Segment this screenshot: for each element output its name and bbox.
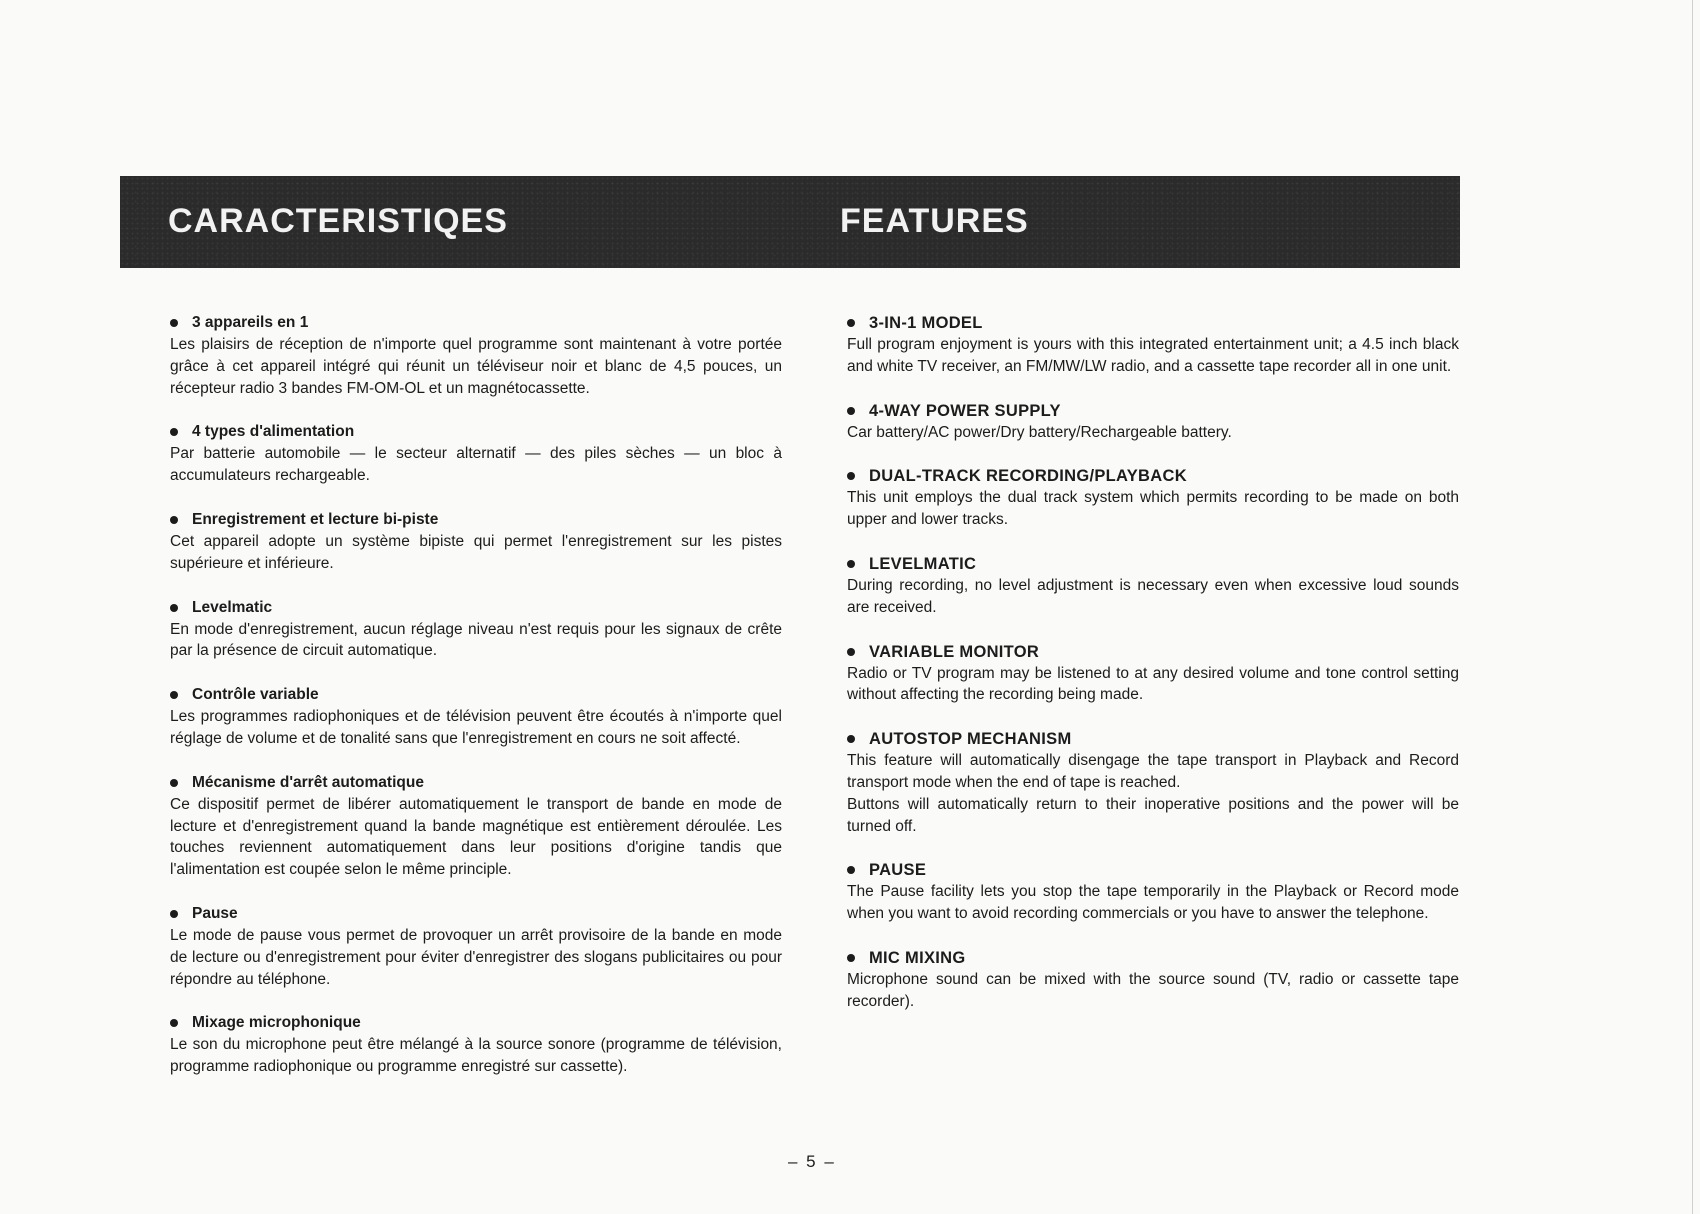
english-column [847,312,1459,1013]
feature-body: Le mode de pause vous permet de provoquer un arrêt provisoire de la bande en mode de lecture ou d'enregistrement pour éviter d'enregistrer des slogans publicitaires ou pour répondre au téléphone. [170,926,782,988]
feature-body: Le son du microphone peut être mélangé à la source sonore (programme de télévision, programme radiophonique ou programme enregistré sur cassette). [170,1036,782,1076]
feature-title: Mixage microphonique [192,1014,361,1032]
feature-body: Full program enjoyment is yours with this integrated entertainment unit; a 4.5 inch black and white TV receiver, an FM/MW/LW radio, and a cassette tape recorder all in one unit. [847,336,1459,375]
feature-title: MIC MIXING [869,948,966,967]
feature-body: Les programmes radiophoniques et de télévision peuvent être écoutés à n'importe quel réglage de volume et de tonalité sans que l'enregistrement en cours ne soit affecté. [170,708,782,747]
feature-title: 3-IN-1 MODEL [869,314,983,332]
bullet-icon [847,407,855,415]
feature-title: VARIABLE MONITOR [869,642,1040,661]
feature-title: DUAL-TRACK RECORDING/PLAYBACK [869,467,1187,486]
bullet-icon [170,910,178,918]
feature-title: Enregistrement et lecture bi-piste [192,510,439,528]
feature-title: Levelmatic [192,598,273,616]
feature-fr-power [170,421,782,487]
feature-body: Par batterie automobile — le secteur alternatif — des piles sèches — un bloc à accumulateurs rechargeable. [170,445,782,485]
feature-en-levelmatic [847,553,1459,619]
header-bar [120,176,1460,268]
feature-en-mic-mixing [847,947,1459,1013]
feature-body: This unit employs the dual track system which permits recording to be made on both upper and lower tracks. [847,489,1459,529]
feature-title: Contrôle variable [192,686,319,704]
bullet-icon [847,472,855,480]
feature-body: This feature will automatically disengage the tape transport in Playback and Record transport mode when the end of tape is reached. Buttons will automatically return to their inoperative positions and the power will be turned off. [847,752,1459,835]
feature-body: Car battery/AC power/Dry battery/Rechargeable battery. [847,423,1232,441]
feature-en-pause [847,859,1459,925]
feature-body: Microphone sound can be mixed with the source sound (TV, radio or cassette tape recorder). [847,970,1459,1010]
feature-title: 4-WAY POWER SUPPLY [869,401,1061,420]
bullet-icon [847,560,855,568]
feature-body: Les plaisirs de réception de n'importe quel programme sont maintenant à votre portée grâce à cet appareil intégré qui réunit un téléviseur noir et blanc de 4,5 pouces, un récepteur radio 3 bandes FM-OM-OL et un magnétocassette. [170,336,782,397]
feature-fr-arret [170,772,782,881]
bullet-icon [170,516,178,524]
feature-body: During recording, no level adjustment is necessary even when excessive loud sounds are received. [847,576,1459,616]
feature-body: Cet appareil adopte un système bipiste qui permet l'enregistrement sur les pistes supérieure et inférieure. [170,532,782,572]
feature-title: PAUSE [869,861,927,880]
feature-en-autostop [847,728,1459,837]
bullet-icon [170,604,178,612]
feature-en-power [847,400,1459,444]
feature-title: 3 appareils en 1 [192,314,309,331]
feature-en-3-in-1 [847,312,1459,378]
feature-title: AUTOSTOP MECHANISM [869,730,1072,749]
feature-title: 4 types d'alimentation [192,423,355,441]
feature-fr-3-in-1 [170,312,782,399]
feature-body: The Pause facility lets you stop the tape temporarily in the Playback or Record mode when you want to avoid recording commercials or you have to answer the telephone. [847,883,1459,923]
bullet-icon [170,779,178,787]
bullet-icon [170,691,178,699]
page-edge-rule [1692,0,1693,1214]
bullet-icon [847,735,855,743]
header-title-fr: CARACTERISTIQES [168,202,508,240]
bullet-icon [170,428,178,436]
feature-en-monitor [847,641,1459,707]
french-column [170,312,782,1078]
feature-fr-bipiste [170,509,782,575]
bullet-icon [170,319,178,327]
bullet-icon [847,648,855,656]
feature-title: LEVELMATIC [869,554,977,573]
feature-body: En mode d'enregistrement, aucun réglage niveau n'est requis pour les signaux de crête par la présence de circuit automatique. [170,620,782,660]
feature-fr-pause [170,903,782,990]
feature-title: Pause [192,904,238,922]
bullet-icon [847,866,855,874]
feature-title: Mécanisme d'arrêt automatique [192,773,424,791]
header-title-en: FEATURES [840,202,1029,240]
feature-fr-controle [170,684,782,750]
bullet-icon [847,319,855,327]
feature-en-dual-track [847,465,1459,531]
feature-body: Ce dispositif permet de libérer automatiquement le transport de bande en mode de lecture et d'enregistrement quand la bande magnétique est entièrement déroulée. Les touches reviennent automatiquement dans leur positions d'origine tandis que l'alimentation est coupée selon le même principle. [170,795,782,879]
bullet-icon [847,954,855,962]
feature-body: Radio or TV program may be listened to at any desired volume and tone control setting without affecting the recording being made. [847,664,1459,704]
feature-fr-mixage [170,1012,782,1078]
bullet-icon [170,1019,178,1027]
page-number: – 5 – [788,1152,836,1171]
feature-fr-levelmatic [170,597,782,663]
